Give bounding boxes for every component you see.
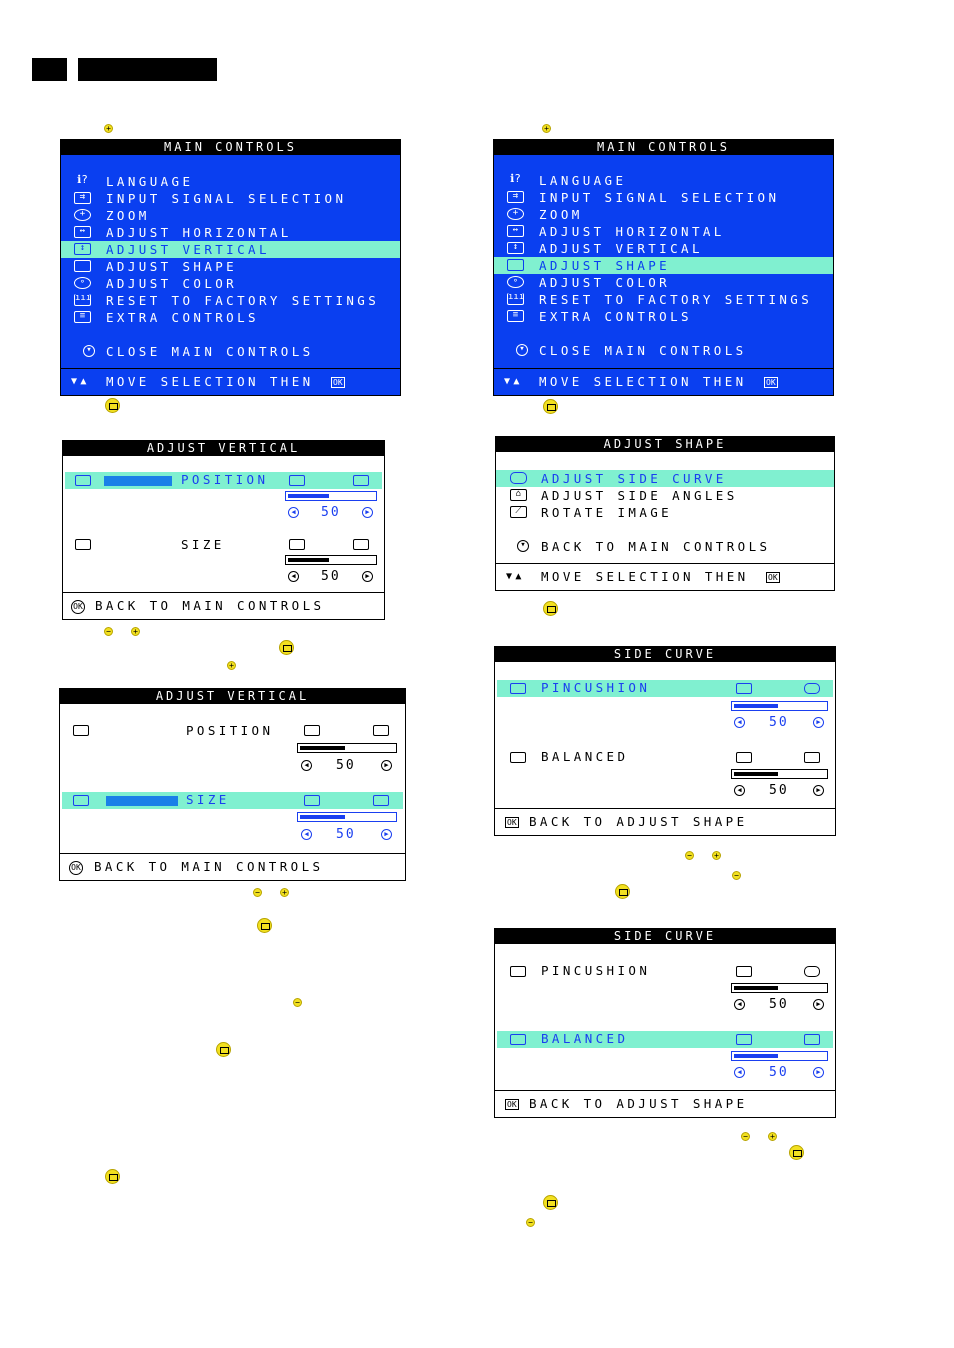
osd-footer[interactable]: OK BACK TO ADJUST SHAPE bbox=[495, 808, 835, 835]
menu-item-close[interactable]: ▾ CLOSE MAIN CONTROLS bbox=[494, 342, 833, 359]
size-expand-icon bbox=[373, 795, 389, 806]
pincushion-in-icon bbox=[736, 966, 752, 977]
osd-footer: ▼▲ MOVE SELECTION THEN OK bbox=[496, 563, 834, 590]
position-value: 50 bbox=[321, 505, 341, 520]
size-value: 50 bbox=[336, 827, 356, 842]
increase-icon[interactable]: ▶ bbox=[813, 1067, 824, 1078]
minus-button-icon: − bbox=[253, 888, 262, 897]
vertical-icon: ↕ bbox=[507, 242, 524, 254]
factory-icon: ııı bbox=[74, 294, 91, 306]
menu-item-language[interactable]: ℹ? LANGUAGE bbox=[510, 172, 627, 188]
balanced-icon bbox=[510, 752, 526, 763]
side-curve-icon bbox=[510, 472, 527, 484]
ok-button-icon bbox=[543, 601, 558, 616]
position-fill bbox=[300, 746, 345, 750]
plus-button-icon: + bbox=[712, 851, 721, 860]
pincushion-slider[interactable] bbox=[731, 983, 828, 993]
down-arrow-icon: ▾ bbox=[516, 344, 528, 356]
ok-icon: OK bbox=[766, 378, 776, 387]
pincushion-in-icon bbox=[736, 683, 752, 694]
balanced-fill bbox=[734, 772, 778, 776]
size-expand-icon bbox=[353, 539, 369, 550]
minus-button-icon: − bbox=[293, 998, 302, 1007]
size-icon bbox=[75, 539, 91, 550]
input-icon: ⇉ bbox=[507, 191, 524, 203]
position-up-icon bbox=[353, 475, 369, 486]
menu-item-adjust-shape[interactable]: ADJUST SHAPE bbox=[494, 257, 833, 274]
osd-footer: ▼▲ MOVE SELECTION THEN OK bbox=[494, 368, 833, 395]
horizontal-icon: ↔ bbox=[507, 225, 524, 237]
balanced-slider[interactable] bbox=[731, 769, 828, 779]
increase-icon[interactable]: ▶ bbox=[381, 829, 392, 840]
ok-icon: OK bbox=[768, 573, 778, 582]
side-angles-icon: ⌂ bbox=[510, 489, 527, 501]
menu-item-adjust-vertical[interactable]: ↕ ADJUST VERTICAL bbox=[494, 240, 833, 257]
side-curve-osd-pincushion bbox=[494, 646, 836, 836]
decrease-icon[interactable]: ◀ bbox=[734, 717, 745, 728]
osd-title: MAIN CONTROLS bbox=[61, 140, 400, 155]
factory-icon: ııı bbox=[507, 293, 524, 305]
menu-item-adjust-color[interactable]: ∘ ADJUST COLOR bbox=[61, 275, 400, 292]
pincushion-fill bbox=[734, 704, 778, 708]
minus-button-icon: − bbox=[685, 851, 694, 860]
balanced-value: 50 bbox=[769, 783, 789, 798]
balanced-fill bbox=[734, 1054, 778, 1058]
pincushion-value: 50 bbox=[769, 715, 789, 730]
pincushion-out-icon bbox=[804, 683, 820, 694]
position-label: POSITION bbox=[181, 472, 269, 487]
menu-item-reset[interactable]: ııı RESET TO FACTORY SETTINGS bbox=[75, 293, 380, 308]
plus-button-icon: + bbox=[227, 661, 236, 670]
plus-button-icon: + bbox=[104, 124, 113, 133]
pincushion-label: PINCUSHION bbox=[541, 963, 651, 978]
menu-item-adjust-horizontal[interactable]: ↔ ADJUST HORIZONTAL bbox=[61, 224, 400, 241]
osd-footer[interactable]: OK BACK TO ADJUST SHAPE bbox=[495, 1090, 835, 1117]
increase-icon[interactable]: ▶ bbox=[362, 507, 373, 518]
ok-button-icon bbox=[543, 399, 558, 414]
increase-icon[interactable]: ▶ bbox=[813, 999, 824, 1010]
palette-icon: ∘ bbox=[74, 277, 91, 289]
page-number-block bbox=[32, 58, 67, 81]
menu-item-language[interactable]: ℹ? LANGUAGE bbox=[77, 173, 194, 189]
position-down-icon bbox=[304, 725, 320, 736]
menu-item-input-signal[interactable]: ⇉ INPUT SIGNAL SELECTION bbox=[61, 190, 400, 207]
increase-icon[interactable]: ▶ bbox=[813, 717, 824, 728]
size-label: SIZE bbox=[181, 537, 225, 552]
size-fill bbox=[288, 558, 329, 562]
ok-icon: OK bbox=[333, 378, 343, 387]
size-label: SIZE bbox=[186, 792, 230, 807]
up-down-icon: ▼▲ bbox=[504, 376, 523, 387]
decrease-icon[interactable]: ◀ bbox=[288, 507, 299, 518]
main-controls-osd-right bbox=[493, 139, 834, 396]
position-fill bbox=[288, 494, 329, 498]
pincushion-out-icon bbox=[804, 966, 820, 977]
position-value: 50 bbox=[336, 758, 356, 773]
ok-button-icon bbox=[105, 1169, 120, 1184]
osd-title: SIDE CURVE bbox=[495, 929, 835, 944]
menu-item-side-curve[interactable]: ADJUST SIDE CURVE bbox=[496, 470, 834, 487]
ok-icon: OK bbox=[71, 600, 85, 614]
decrease-icon[interactable]: ◀ bbox=[734, 1067, 745, 1078]
menu-item-zoom[interactable]: + ZOOM bbox=[61, 207, 400, 224]
input-icon: ⇉ bbox=[74, 192, 91, 204]
shape-icon bbox=[507, 259, 524, 271]
size-shrink-icon bbox=[304, 795, 320, 806]
balanced-label: BALANCED bbox=[541, 1031, 629, 1046]
ok-icon: OK bbox=[507, 818, 517, 827]
position-up-icon bbox=[373, 725, 389, 736]
ok-icon: OK bbox=[69, 861, 83, 875]
osd-title: ADJUST VERTICAL bbox=[63, 441, 384, 456]
minus-button-icon: − bbox=[732, 871, 741, 880]
ok-icon: OK bbox=[507, 1100, 517, 1109]
decrease-icon[interactable]: ◀ bbox=[288, 571, 299, 582]
pincushion-icon bbox=[510, 966, 526, 977]
highlight-block bbox=[104, 476, 172, 486]
menu-item-rotate-image[interactable]: ⟋ ROTATE IMAGE bbox=[496, 504, 834, 521]
osd-title: MAIN CONTROLS bbox=[494, 140, 833, 155]
size-shrink-icon bbox=[289, 539, 305, 550]
minus-button-icon: − bbox=[104, 627, 113, 636]
ok-button-icon bbox=[279, 640, 294, 655]
position-icon bbox=[75, 475, 91, 486]
adjust-vertical-osd-position bbox=[62, 440, 385, 620]
balanced-left-icon bbox=[736, 1034, 752, 1045]
up-down-icon: ▼▲ bbox=[506, 571, 525, 582]
decrease-icon[interactable]: ◀ bbox=[301, 760, 312, 771]
minus-button-icon: − bbox=[526, 1218, 535, 1227]
minus-button-icon: − bbox=[741, 1132, 750, 1141]
adjust-vertical-osd-size bbox=[59, 688, 406, 881]
pincushion-icon bbox=[510, 683, 526, 694]
extra-icon: ≡ bbox=[507, 310, 524, 322]
plus-button-icon: + bbox=[280, 888, 289, 897]
ok-button-icon bbox=[543, 1195, 558, 1210]
zoom-icon: + bbox=[507, 208, 524, 220]
decrease-icon[interactable]: ◀ bbox=[734, 999, 745, 1010]
ok-button-icon bbox=[105, 398, 120, 413]
balanced-right-icon bbox=[804, 1034, 820, 1045]
down-arrow-icon: ▾ bbox=[517, 540, 529, 552]
adjust-shape-osd bbox=[495, 436, 835, 591]
balanced-label: BALANCED bbox=[541, 749, 629, 764]
shape-icon bbox=[74, 260, 91, 272]
increase-icon[interactable]: ▶ bbox=[362, 571, 373, 582]
rotate-icon: ⟋ bbox=[510, 506, 527, 518]
ok-button-icon bbox=[257, 918, 272, 933]
balanced-value: 50 bbox=[769, 1065, 789, 1080]
decrease-icon[interactable]: ◀ bbox=[301, 829, 312, 840]
up-down-icon: ▼▲ bbox=[71, 376, 90, 387]
menu-item-reset[interactable]: ııı RESET TO FACTORY SETTINGS bbox=[508, 292, 813, 307]
position-icon bbox=[73, 725, 89, 736]
menu-item-side-angles[interactable]: ⌂ ADJUST SIDE ANGLES bbox=[496, 487, 834, 504]
menu-item-zoom[interactable]: + ZOOM bbox=[494, 206, 833, 223]
balanced-right-icon bbox=[804, 752, 820, 763]
zoom-icon: + bbox=[74, 209, 91, 221]
balanced-icon bbox=[510, 1034, 526, 1045]
side-curve-osd-balanced bbox=[494, 928, 836, 1118]
osd-footer[interactable]: OK BACK TO MAIN CONTROLS bbox=[63, 592, 384, 619]
size-slider[interactable] bbox=[297, 812, 397, 822]
extra-icon: ≡ bbox=[74, 311, 91, 323]
position-down-icon bbox=[289, 475, 305, 486]
menu-item-adjust-vertical[interactable]: ↕ ADJUST VERTICAL bbox=[61, 241, 400, 258]
palette-icon: ∘ bbox=[507, 276, 524, 288]
osd-footer[interactable]: OK BACK TO MAIN CONTROLS bbox=[60, 853, 405, 880]
increase-icon[interactable]: ▶ bbox=[381, 760, 392, 771]
size-icon bbox=[73, 795, 89, 806]
down-arrow-icon: ▾ bbox=[83, 345, 95, 357]
decrease-icon[interactable]: ◀ bbox=[734, 785, 745, 796]
size-slider[interactable] bbox=[285, 555, 377, 565]
highlight-block bbox=[106, 796, 178, 806]
horizontal-icon: ↔ bbox=[74, 226, 91, 238]
ok-button-icon bbox=[789, 1145, 804, 1160]
position-slider[interactable] bbox=[285, 491, 377, 501]
osd-title: SIDE CURVE bbox=[495, 647, 835, 662]
menu-item-adjust-color[interactable]: ∘ ADJUST COLOR bbox=[494, 274, 833, 291]
osd-title: ADJUST SHAPE bbox=[496, 437, 834, 452]
menu-item-close[interactable]: ▾ CLOSE MAIN CONTROLS bbox=[61, 343, 400, 360]
increase-icon[interactable]: ▶ bbox=[813, 785, 824, 796]
balanced-left-icon bbox=[736, 752, 752, 763]
menu-item-back[interactable]: ▾ BACK TO MAIN CONTROLS bbox=[496, 538, 834, 555]
menu-item-extra-controls[interactable]: ≡ EXTRA CONTROLS bbox=[61, 309, 400, 326]
osd-footer: ▼▲ MOVE SELECTION THEN OK bbox=[61, 368, 400, 395]
pincushion-fill bbox=[734, 986, 778, 990]
position-slider[interactable] bbox=[297, 743, 397, 753]
osd-title: ADJUST VERTICAL bbox=[60, 689, 405, 704]
pincushion-value: 50 bbox=[769, 997, 789, 1012]
size-fill bbox=[300, 815, 345, 819]
vertical-icon: ↕ bbox=[74, 243, 91, 255]
menu-item-adjust-shape[interactable]: ADJUST SHAPE bbox=[61, 258, 400, 275]
plus-button-icon: + bbox=[542, 124, 551, 133]
main-controls-osd-left bbox=[60, 139, 401, 396]
plus-button-icon: + bbox=[768, 1132, 777, 1141]
pincushion-slider[interactable] bbox=[731, 701, 828, 711]
menu-item-extra-controls[interactable]: ≡ EXTRA CONTROLS bbox=[494, 308, 833, 325]
section-header-block bbox=[78, 58, 217, 81]
pincushion-label: PINCUSHION bbox=[541, 680, 651, 695]
plus-button-icon: + bbox=[131, 627, 140, 636]
position-label: POSITION bbox=[186, 723, 274, 738]
menu-item-input-signal[interactable]: ⇉ INPUT SIGNAL SELECTION bbox=[494, 189, 833, 206]
menu-item-adjust-horizontal[interactable]: ↔ ADJUST HORIZONTAL bbox=[494, 223, 833, 240]
ok-button-icon bbox=[615, 884, 630, 899]
balanced-slider[interactable] bbox=[731, 1051, 828, 1061]
ok-button-icon bbox=[216, 1042, 231, 1057]
size-value: 50 bbox=[321, 569, 341, 584]
